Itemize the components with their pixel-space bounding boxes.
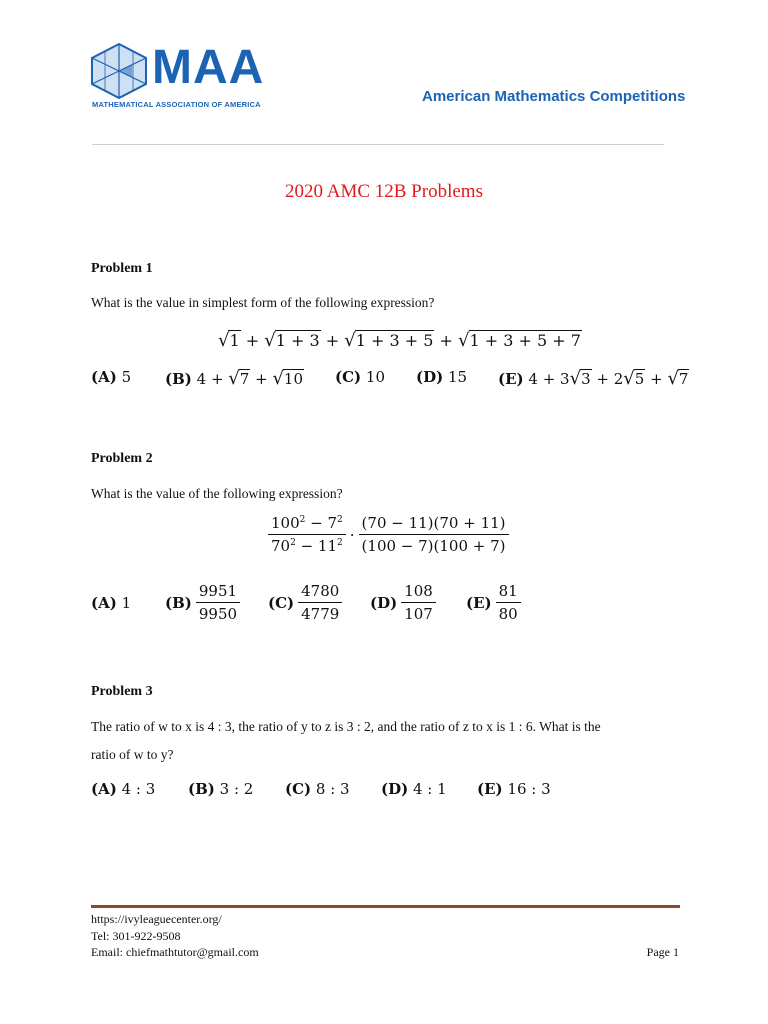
problem-3-choice-a: (A) 4 : 3	[91, 780, 156, 798]
problem-2-choice-b: (B) $\frac{9951}{9950}$	[165, 582, 240, 623]
problem-1-heading: Problem 1	[91, 261, 153, 276]
problem-3-choice-e: (E) 16 : 3	[477, 780, 551, 798]
problem-2-choice-d: (D) $\frac{108}{107}$	[370, 582, 436, 623]
problem-1-choice-e: (E) 4 + 3√3 + 2√5 + √7	[498, 368, 689, 389]
problem-1-choice-b: (B) 4 + √7 + √10	[165, 368, 304, 389]
page-number: Page 1	[646, 945, 679, 959]
problem-2-choice-a: (A) 1	[91, 594, 132, 612]
footer-website-link[interactable]: https://ivyleaguecenter.org/	[91, 912, 222, 926]
problem-2-text: What is the value of the following expression?	[91, 486, 343, 501]
problem-2-choice-e: (E) $\frac{81}{80}$	[466, 582, 521, 623]
header-banner	[88, 40, 686, 146]
footer-email: Email: chiefmathtutor@gmail.com	[91, 945, 259, 959]
problem-1-expression: √1 + √1 + 3 + √1 + 3 + 5 + √1 + 3 + 5 + 7	[218, 330, 581, 351]
footer-divider	[91, 905, 680, 908]
problem-2-heading: Problem 2	[91, 451, 153, 466]
header-divider	[92, 144, 664, 145]
logo-text: MAA	[152, 41, 265, 94]
problem-3-text-line-2: ratio of w to y?	[91, 747, 174, 762]
problem-1-choice-d: (D) 15	[416, 368, 468, 386]
problem-1-choice-a: (A) 5	[91, 368, 132, 386]
problem-2-expression: $\frac{100^2 - 7^2}{70^2 - 11^2}$ · $\frac{(70 - 11)(70 + 11)}{(100 - 7)(100 + 7)}$	[268, 514, 509, 555]
problem-1-text: What is the value in simplest form of the following expression?	[91, 295, 435, 310]
problem-3-choice-c: (C) 8 : 3	[285, 780, 350, 798]
problem-3-heading: Problem 3	[91, 684, 153, 699]
competition-title: American Mathematics Competitions	[422, 88, 686, 105]
logo-subtitle: MATHEMATICAL ASSOCIATION OF AMERICA	[92, 100, 261, 109]
document-title: 2020 AMC 12B Problems	[285, 181, 483, 202]
problem-1-choice-c: (C) 10	[335, 368, 386, 386]
problem-3-choice-b: (B) 3 : 2	[188, 780, 254, 798]
footer-phone: Tel: 301-922-9508	[91, 929, 181, 943]
problem-3-choice-d: (D) 4 : 1	[381, 780, 447, 798]
problem-2-choice-c: (C) $\frac{4780}{4779}$	[268, 582, 342, 623]
problem-3-text-line-1: The ratio of w to x is 4 : 3, the ratio of y to z is 3 : 2, and the ratio of z to x is 1 : 6. What is the	[91, 719, 601, 734]
maa-logo-icon	[88, 42, 150, 100]
